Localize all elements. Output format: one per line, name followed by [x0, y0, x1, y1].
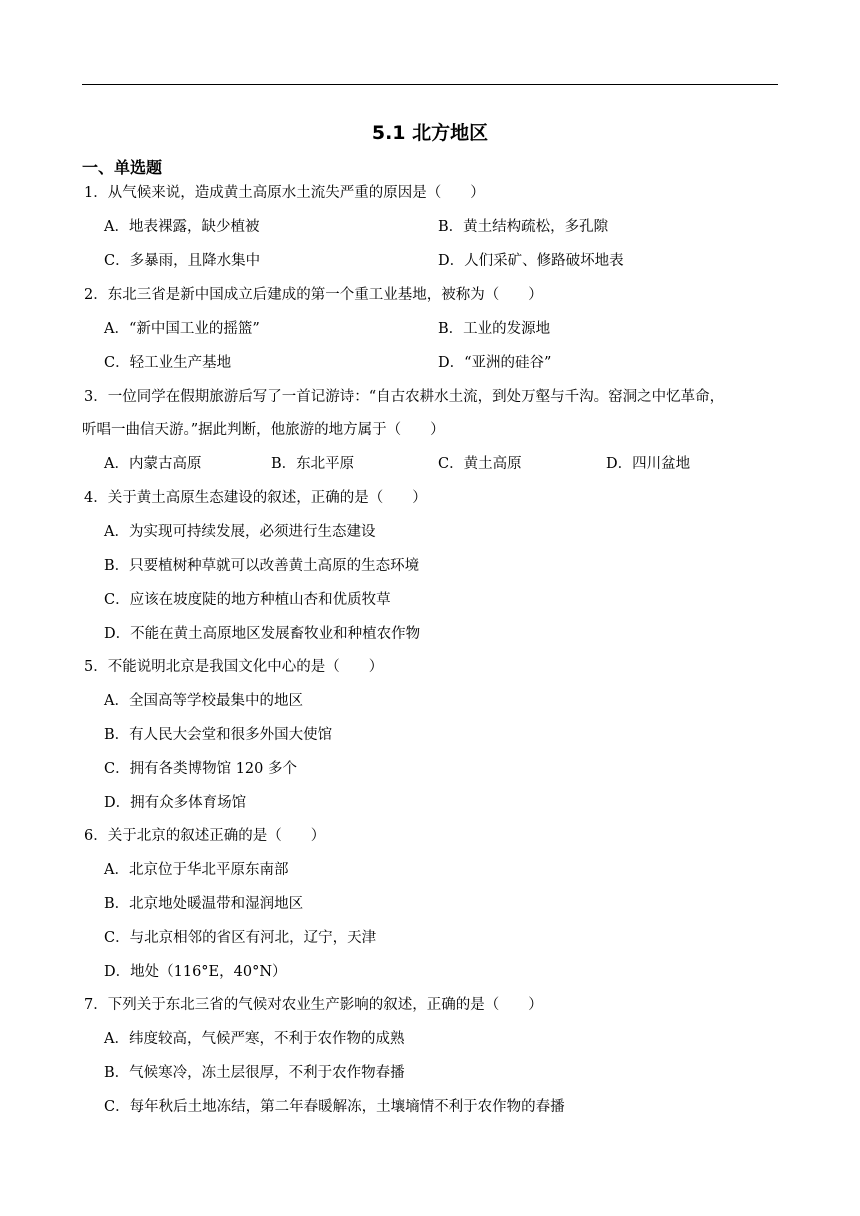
question-1-option-b[interactable]: B．黄土结构疏松，多孔隙 — [438, 219, 609, 235]
question-6-option-a[interactable]: A．北京位于华北平原东南部 — [104, 862, 289, 878]
question-2-option-d[interactable]: D．“亚洲的硅谷” — [438, 355, 552, 371]
question-1-option-a[interactable]: A．地表裸露，缺少植被 — [104, 219, 260, 235]
question-2-option-a[interactable]: A．“新中国工业的摇篮” — [104, 321, 260, 337]
section-heading: 一、单选题 — [82, 158, 163, 177]
question-1-option-d[interactable]: D．人们采矿、修路破坏地表 — [438, 253, 624, 269]
question-1-stem: 1．从气候来说，造成黄土高原水土流失严重的原因是（ ） — [84, 185, 485, 201]
question-5-option-a[interactable]: A．全国高等学校最集中的地区 — [104, 693, 303, 709]
question-2-option-b[interactable]: B．工业的发源地 — [438, 321, 551, 337]
question-3-option-c[interactable]: C．黄土高原 — [438, 456, 522, 472]
question-6-option-b[interactable]: B．北京地处暖温带和湿润地区 — [104, 896, 304, 912]
question-2-stem: 2．东北三省是新中国成立后建成的第一个重工业基地，被称为（ ） — [84, 287, 543, 303]
question-5-option-d[interactable]: D．拥有众多体育场馆 — [104, 795, 247, 811]
question-5-stem: 5．不能说明北京是我国文化中心的是（ ） — [84, 659, 384, 675]
question-7-option-c[interactable]: C．每年秋后土地冻结，第二年春暖解冻，土壤墒情不利于农作物的春播 — [104, 1099, 565, 1115]
question-3-option-b[interactable]: B．东北平原 — [271, 456, 355, 472]
question-3-stem-line-2: 听唱一曲信天游。”据此判断，他旅游的地方属于（ ） — [82, 422, 445, 438]
question-3-option-a[interactable]: A．内蒙古高原 — [104, 456, 202, 472]
question-6-option-d[interactable]: D．地处（116°E，40°N） — [104, 964, 287, 980]
question-1-option-c[interactable]: C．多暴雨，且降水集中 — [104, 253, 261, 269]
question-3-stem-line-1: 3．一位同学在假期旅游后写了一首记游诗：“自古农耕水土流，到处万壑与千沟。窑洞之中忆革命， — [84, 389, 725, 405]
question-7-option-b[interactable]: B．气候寒冷，冻土层很厚，不利于农作物春播 — [104, 1065, 405, 1081]
question-3-option-d[interactable]: D．四川盆地 — [606, 456, 691, 472]
header-rule — [82, 84, 778, 85]
question-6-option-c[interactable]: C．与北京相邻的省区有河北，辽宁，天津 — [104, 930, 377, 946]
question-5-option-c[interactable]: C．拥有各类博物馆 120 多个 — [104, 761, 297, 777]
question-4-option-b[interactable]: B．只要植树种草就可以改善黄土高原的生态环境 — [104, 558, 420, 574]
question-4-stem: 4．关于黄土高原生态建设的叙述，正确的是（ ） — [84, 490, 427, 506]
question-7-stem: 7．下列关于东北三省的气候对农业生产影响的叙述，正确的是（ ） — [84, 997, 543, 1013]
question-4-option-a[interactable]: A．为实现可持续发展，必须进行生态建设 — [104, 524, 376, 540]
question-4-option-d[interactable]: D．不能在黄土高原地区发展畜牧业和种植农作物 — [104, 626, 421, 642]
question-7-option-a[interactable]: A．纬度较高，气候严寒，不利于农作物的成熟 — [104, 1031, 405, 1047]
question-2-option-c[interactable]: C．轻工业生产基地 — [104, 355, 232, 371]
page-title: 5.1 北方地区 — [371, 122, 489, 144]
question-4-option-c[interactable]: C．应该在坡度陡的地方种植山杏和优质牧草 — [104, 592, 391, 608]
question-5-option-b[interactable]: B．有人民大会堂和很多外国大使馆 — [104, 727, 333, 743]
question-6-stem: 6．关于北京的叙述正确的是（ ） — [84, 828, 326, 844]
